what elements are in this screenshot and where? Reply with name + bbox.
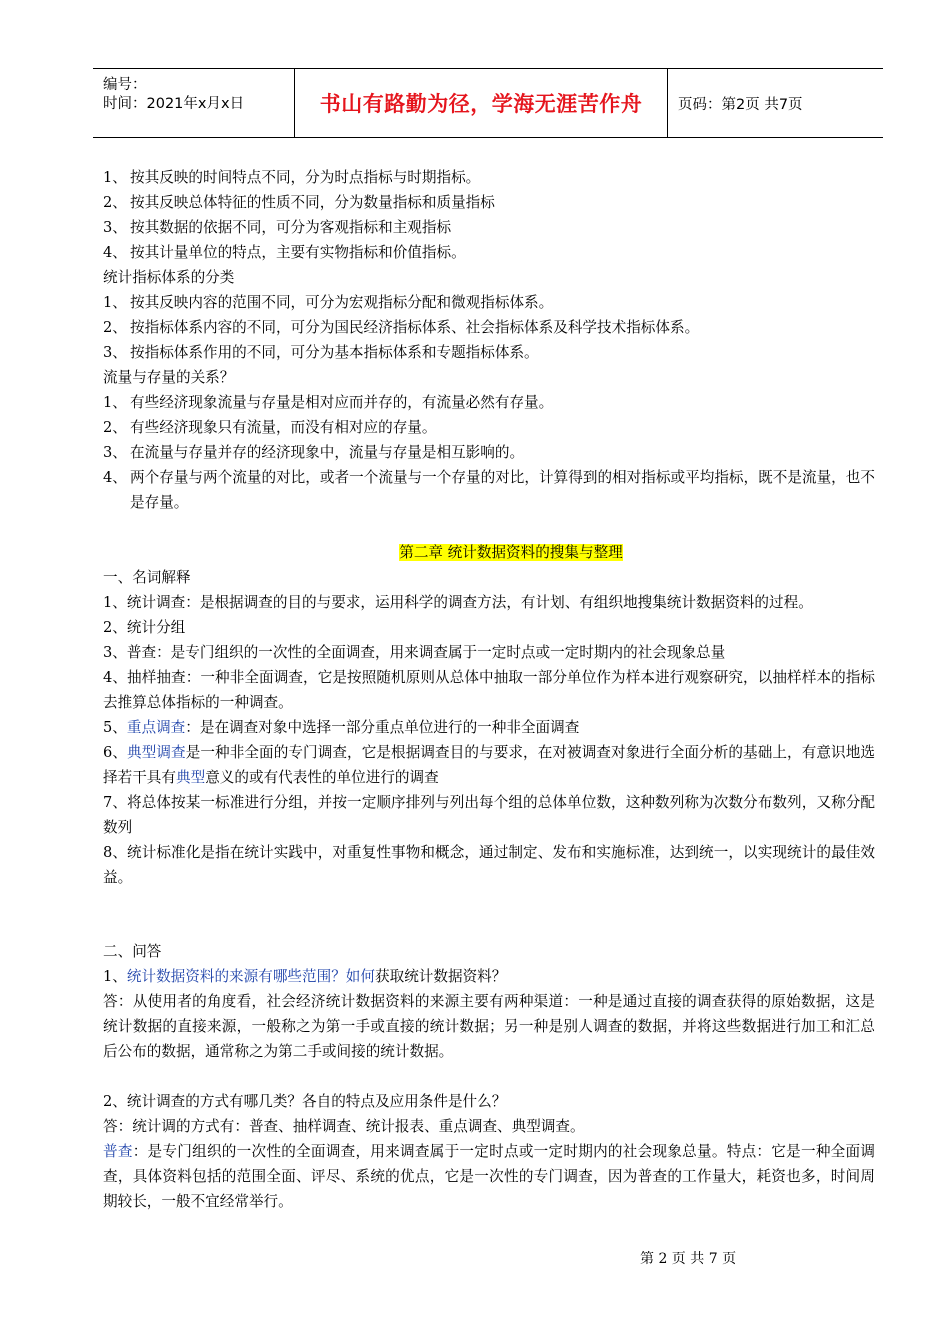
census-link[interactable]: 普查 (103, 1143, 133, 1160)
page-number-label: 页码：第2页 共7页 (678, 97, 803, 113)
list-item: 3、 在流量与存量并存的经济现象中，流量与存量是相互影响的。 (103, 444, 525, 461)
definition-item: 4、抽样抽查：一种非全面调查，它是按照随机原则从总体中抽取一部分单位作为样本进行观察研究，以抽样样本的指标去推算总体指标的一种调查。 (103, 669, 875, 711)
spacer (103, 1064, 875, 1089)
definition-item: 6、典型调查是一种非全面的专门调查，它是根据调查目的与要求，在对被调查对象进行全面分析的基础上，有意识地选择若干具有典型意义的或有代表性的单位进行的调查 (103, 744, 875, 786)
indicator-classification-list (103, 165, 875, 265)
document-body (103, 165, 875, 1214)
page-footer: 第 2 页 共 7 页 (640, 1251, 737, 1267)
definition-item: 8、统计标准化是指在统计实践中，对重复性事物和概念，通过制定、发布和实施标准，达到统一，以实现统计的最佳效益。 (103, 844, 875, 886)
header-table (93, 68, 883, 138)
list-item: 1、 按其反映的时间特点不同，分为时点指标与时期指标。 (103, 169, 481, 186)
list-item: 3、 按其数据的依据不同，可分为客观指标和主观指标 (103, 219, 452, 236)
list-item: 2、 按其反映总体特征的性质不同，分为数量指标和质量指标 (103, 194, 495, 211)
spacer (103, 890, 875, 939)
indicator-system-list (103, 290, 875, 365)
key-survey-link[interactable]: 重点调查 (126, 719, 186, 736)
serial-label: 编号： (103, 77, 147, 93)
spacer (103, 515, 875, 540)
data-source-link[interactable]: 统计数据资料的来源有哪些范围？如何 (126, 968, 375, 985)
list-item: 1、 有些经济现象流量与存量是相对应而并存的，有流量必然有存量。 (103, 394, 554, 411)
chapter-title (103, 540, 875, 565)
typical-link[interactable]: 典型 (175, 769, 206, 786)
typical-survey-link[interactable]: 典型调查 (127, 744, 186, 761)
question-item: 2、统计调查的方式有哪几类？各自的特点及应用条件是什么？ (103, 1093, 507, 1110)
chapter-title-highlight: 第二章 统计数据资料的搜集与整理 (399, 544, 623, 561)
list-item: 4、 按其计量单位的特点，主要有实物指标和价值指标。 (103, 244, 466, 261)
header-motto-cell (295, 69, 668, 137)
list-item: 4、 两个存量与两个流量的对比，或者一个流量与一个存量的对比，计算得到的相对指标或平均指标，既不是流量，也不是存量。 (103, 469, 875, 511)
definition-item: 2、统计分组 (103, 619, 186, 636)
time-label: 时间：2021年x月x日 (103, 96, 245, 112)
answer-item: 普查：是专门组织的一次性的全面调查，用来调查属于一定时点或一定时期内的社会现象总量。特点：它是一种全面调查，具体资料包括的范围全面、评尽、系统的优点，它是一次性的专门调查，因为普查的工作量大，耗资也多，时间周期较长，一般不宜经常举行。 (103, 1143, 875, 1210)
question-item: 1、统计数据资料的来源有哪些范围？如何获取统计数据资料？ (103, 968, 507, 985)
list-item: 3、 按指标体系作用的不同，可分为基本指标体系和专题指标体系。 (103, 344, 539, 361)
section-title-definitions: 一、名词解释 (103, 569, 191, 586)
header-left-cell (93, 69, 295, 137)
definition-item: 7、将总体按某一标准进行分组，并按一定顺序排列与列出每个组的总体单位数，这种数列称为次数分布数列，又称分配数列 (103, 794, 875, 836)
definition-item: 3、普查：是专门组织的一次性的全面调查，用来调查属于一定时点或一定时期内的社会现象总量 (103, 644, 726, 661)
motto-text: 书山有路勤为径，学海无涯苦作舟 (319, 92, 643, 116)
answer-item: 答：从使用者的角度看，社会经济统计数据资料的来源主要有两种渠道：一种是通过直接的调查获得的原始数据，这是统计数据的直接来源，一般称之为第一手或直接的统计数据；另一种是别人调查的数据，并将这些数据进行加工和汇总后公布的数据，通常称之为第二手或间接的统计数据。 (103, 993, 875, 1060)
list-item: 1、 按其反映内容的范围不同，可分为宏观指标分配和微观指标体系。 (103, 294, 554, 311)
flow-stock-heading: 流量与存量的关系？ (103, 369, 235, 386)
indicator-system-heading: 统计指标体系的分类 (103, 269, 235, 286)
flow-stock-list (103, 390, 875, 515)
answer-item: 答：统计调的方式有：普查、抽样调查、统计报表、重点调查、典型调查。 (103, 1118, 585, 1135)
list-item: 2、 有些经济现象只有流量，而没有相对应的存量。 (103, 419, 437, 436)
header-right-cell (668, 69, 883, 137)
list-item: 2、 按指标体系内容的不同，可分为国民经济指标体系、社会指标体系及科学技术指标体系。 (103, 319, 700, 336)
definition-item: 5、重点调查：是在调查对象中选择一部分重点单位进行的一种非全面调查 (103, 719, 580, 736)
definition-item: 1、统计调查：是根据调查的目的与要求，运用科学的调查方法，有计划、有组织地搜集统计数据资料的过程。 (103, 594, 813, 611)
section-title-qa: 二、问答 (103, 943, 162, 960)
